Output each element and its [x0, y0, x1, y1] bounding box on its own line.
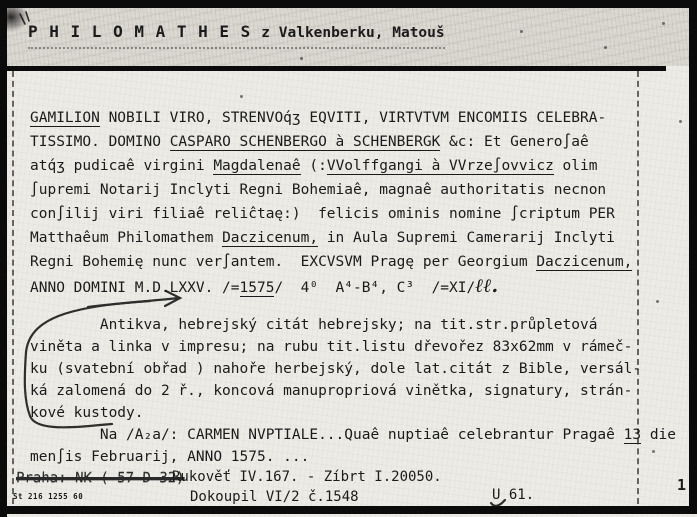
- shelfmark-number: 61.: [500, 487, 535, 503]
- paper-speck: [604, 46, 607, 49]
- paper-speck: [300, 57, 303, 60]
- text-line: con∫ilij viri filiaê reliĉtaę:) felicis ominis nomine ∫criptum PER: [30, 206, 615, 222]
- paper-speck: [662, 22, 665, 25]
- paper-speck: [679, 120, 682, 123]
- text-line: ku (svatební obřad ) nahoře herbejský, dole lat.citát z Bible, versál-: [30, 361, 642, 377]
- paper-speck: [520, 30, 523, 33]
- text-line: kové kustody.: [30, 405, 144, 421]
- left-margin-line: [12, 71, 14, 504]
- author-heading-suffix: z Valkenberku, Matouš: [261, 25, 445, 41]
- text-line: TISSIMO. DOMINO CASPARO SCHENBERGO à SCHENBERGK &c: Et Genero∫aê: [30, 134, 589, 150]
- text-line: ∫upremi Notarij Inclyti Regni Bohemiaê, magnaê authoritatis necnon: [30, 182, 607, 198]
- left-border-bar: [0, 0, 7, 517]
- paper-speck: [656, 300, 659, 303]
- text-line: Matthaêum Philomathem Daczicenum, in Aula Supremi Camerarij Inclyti: [30, 230, 615, 246]
- crossed-out-shelfmark: Praha: NK ( 57 D 32): [15, 470, 185, 486]
- typographic-note: [30, 314, 676, 468]
- text-line: viněta a linka v impresu; na rubu tit.listu dřevořez 83x62mm v rámeč-: [30, 339, 633, 355]
- right-border-bar: [689, 6, 697, 506]
- shelfmark: [492, 487, 534, 503]
- bottom-border-bar: [0, 506, 697, 514]
- text-line: GAMILION NOBILI VIRO, STRENVOq́ʒ EQVITI, VIRTVTVM ENCOMIIS CELEBRA-: [30, 110, 607, 126]
- text-line: ANNO DOMINI M.D.LXXV. /=1575/ 4⁰ A⁴-B⁴, C³ /=XI/ℓℓ.: [30, 275, 499, 297]
- reference-dokoupil: Dokoupil VI/2 č.1548: [190, 489, 359, 505]
- author-heading: P H I L O M A T H E S: [28, 22, 252, 41]
- text-line: Regni Bohemię nunc ver∫antem. EXCVSVM Pragę per Georgium Daczicenum,: [30, 254, 633, 270]
- paper-speck: [240, 95, 243, 98]
- print-code: St 216 1255 60: [13, 492, 84, 501]
- shelfmark-letter: U: [492, 487, 501, 503]
- top-border-bar: [0, 0, 697, 8]
- reference-rukovet-zibrt: Rukověť IV.167. - Zíbrt I.20050.: [172, 469, 442, 485]
- text-line: Na /A₂a/: CARMEN NVPTIALE...Quaê nuptiaê celebrantur Pragaê 13 die: [30, 427, 677, 443]
- bibliographic-description: [30, 106, 632, 300]
- text-line: men∫is Februarij, ANNO 1575. ...: [30, 449, 310, 465]
- page-number: 1: [677, 476, 687, 494]
- header-rule: [0, 66, 666, 71]
- card-heading: [28, 22, 445, 49]
- text-line: ká zalomená do 2 ř., koncová manupropriová vinětka, signatury, strán-: [30, 383, 633, 399]
- text-line: Antikva, hebrejský citát hebrejsky; na tit.str.průpletová: [30, 317, 598, 333]
- text-line: atq́ʒ pudicaê virgini Magdalenaê (:VVolffgangi à VVrze∫ovvicz olim: [30, 158, 598, 174]
